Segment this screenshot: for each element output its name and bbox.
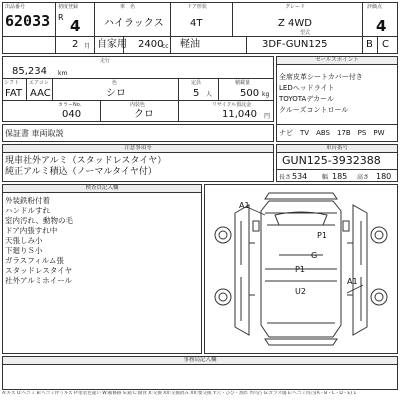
seating-capacity: 5 [193, 88, 200, 99]
inspector-item: ハンドルすれ [5, 206, 50, 215]
model-label: 車 名 [120, 4, 136, 10]
sales-point-title: セールスポイント [277, 57, 397, 65]
notes-line: 純正アルミ積込（ノーマルタイヤ付） [5, 167, 157, 177]
notes-title: 注意事項等 [3, 145, 273, 153]
recycle-label: リサイクル預託金 [212, 102, 252, 108]
model-name: ハイラックス [104, 18, 164, 29]
sales-point-item: クルーズコントロール [279, 106, 349, 114]
color-no-label: カラーNo. [58, 102, 82, 108]
auction-score: 4 [376, 17, 387, 35]
transmission: FAT [5, 88, 23, 99]
seller-title: 事務局記入欄 [3, 357, 397, 365]
air-conditioner: AAC [30, 88, 51, 99]
ac-label: エアコン [29, 80, 49, 86]
sales-point-item: 全席皮革シートカバー付き [279, 73, 363, 81]
inspector-item: ガラスフィルム張 [5, 256, 64, 265]
door-type: 4T [190, 18, 203, 29]
capacity-label: 定員 [191, 80, 202, 86]
height-value: 180 [376, 172, 392, 181]
registration-month: 2 [72, 39, 79, 50]
inspector-item: 天張しみ小 [5, 236, 43, 245]
shift-label: シフト [4, 80, 20, 86]
load-label: 積載量 [235, 80, 251, 86]
inspector-item: 室内汚れ、動物の毛 [5, 216, 73, 225]
recycle-fee: 11,040 [222, 109, 257, 120]
capacity-unit: 人 [206, 91, 213, 98]
inspector-item: 社外アルミホイール [5, 276, 73, 285]
chassis-number: GUN125-3932388 [282, 154, 381, 167]
grade-value: Z 4WD [278, 18, 312, 29]
exterior-color: シロ [106, 88, 126, 99]
model-code: 3DF-GUN125 [262, 39, 328, 50]
fuel-type: 軽油 [180, 39, 200, 50]
interior-score-c: C [382, 39, 389, 50]
inspector-item: 下廻りＳ小 [5, 246, 43, 255]
inspector-item: 外装鉄粉付着 [5, 196, 50, 205]
month-unit: 月 [84, 43, 91, 50]
lot-number: 62033 [5, 12, 51, 30]
usage-type: 自家用 [97, 39, 127, 50]
mileage-unit: km [58, 70, 68, 77]
interior-score-b: B [366, 39, 373, 50]
color-code: 040 [62, 109, 82, 120]
doors-label: ドア形状 [187, 4, 207, 10]
chassis-title: 車台番号 [277, 145, 397, 153]
mileage-label: 走行 [100, 58, 111, 64]
damage-legend: A:キズ U:ヘコミ B:ヘコミ伴うキズ P:塗装色違い W:補修跡 S:錆 C:腐食 X:交換 XX:交換済み XX:要交換 Y:穴・ひび・割れ Y:凹凸 G:ガラス傷 E:ヘコミ凹凸(A・B・C・D・E) 1 [2, 391, 357, 396]
color-label: 色 [112, 80, 118, 86]
remarks-note: 保証書 車両取説 [5, 129, 64, 138]
load-unit: kg [262, 91, 270, 98]
load-capacity: 500 [240, 88, 260, 99]
width-label: 幅 [322, 174, 329, 181]
lot-label: 出品番号 [5, 4, 26, 10]
damage-mark: P1 [295, 265, 305, 274]
grade-label: グレード [285, 4, 306, 10]
length-label: 長さ [279, 174, 292, 181]
score-label: 評価点 [367, 4, 383, 10]
damage-mark: A1 [239, 201, 250, 210]
mileage-value: 85,234 [12, 66, 47, 77]
damage-diagram [204, 184, 398, 354]
length-value: 534 [292, 172, 308, 181]
damage-mark: G [311, 251, 318, 260]
inspector-title: 検査員記入欄 [3, 185, 201, 193]
displacement-unit: cc [162, 43, 169, 50]
year-label: 初度登録 [58, 4, 79, 10]
sales-point-item: TOYOTAデカール [279, 95, 335, 103]
registration-year: 4 [70, 17, 81, 35]
inspector-item: スタッドレスタイヤ [5, 266, 73, 275]
inspector-item: ドア内張すれ中 [5, 226, 58, 235]
height-label: 高さ [357, 174, 370, 181]
type-label: 型式 [300, 30, 311, 36]
damage-mark: A1 [347, 277, 358, 286]
damage-mark: P1 [317, 231, 327, 240]
damage-mark: U2 [295, 287, 306, 296]
options-list: ナビ TV ABS 17B PS PW [279, 129, 385, 137]
notes-line: 現車社外アルミ（スタッドレスタイヤ） [5, 156, 167, 166]
year-era: R [58, 13, 64, 22]
trim-color: クロ [134, 109, 154, 120]
displacement: 2400 [138, 39, 164, 50]
recycle-unit: 円 [264, 113, 271, 120]
trim-label: 内装色 [130, 102, 146, 108]
sales-point-item: LEDヘッドライト [279, 84, 335, 92]
width-value: 185 [332, 172, 348, 181]
header-divider [2, 36, 398, 37]
